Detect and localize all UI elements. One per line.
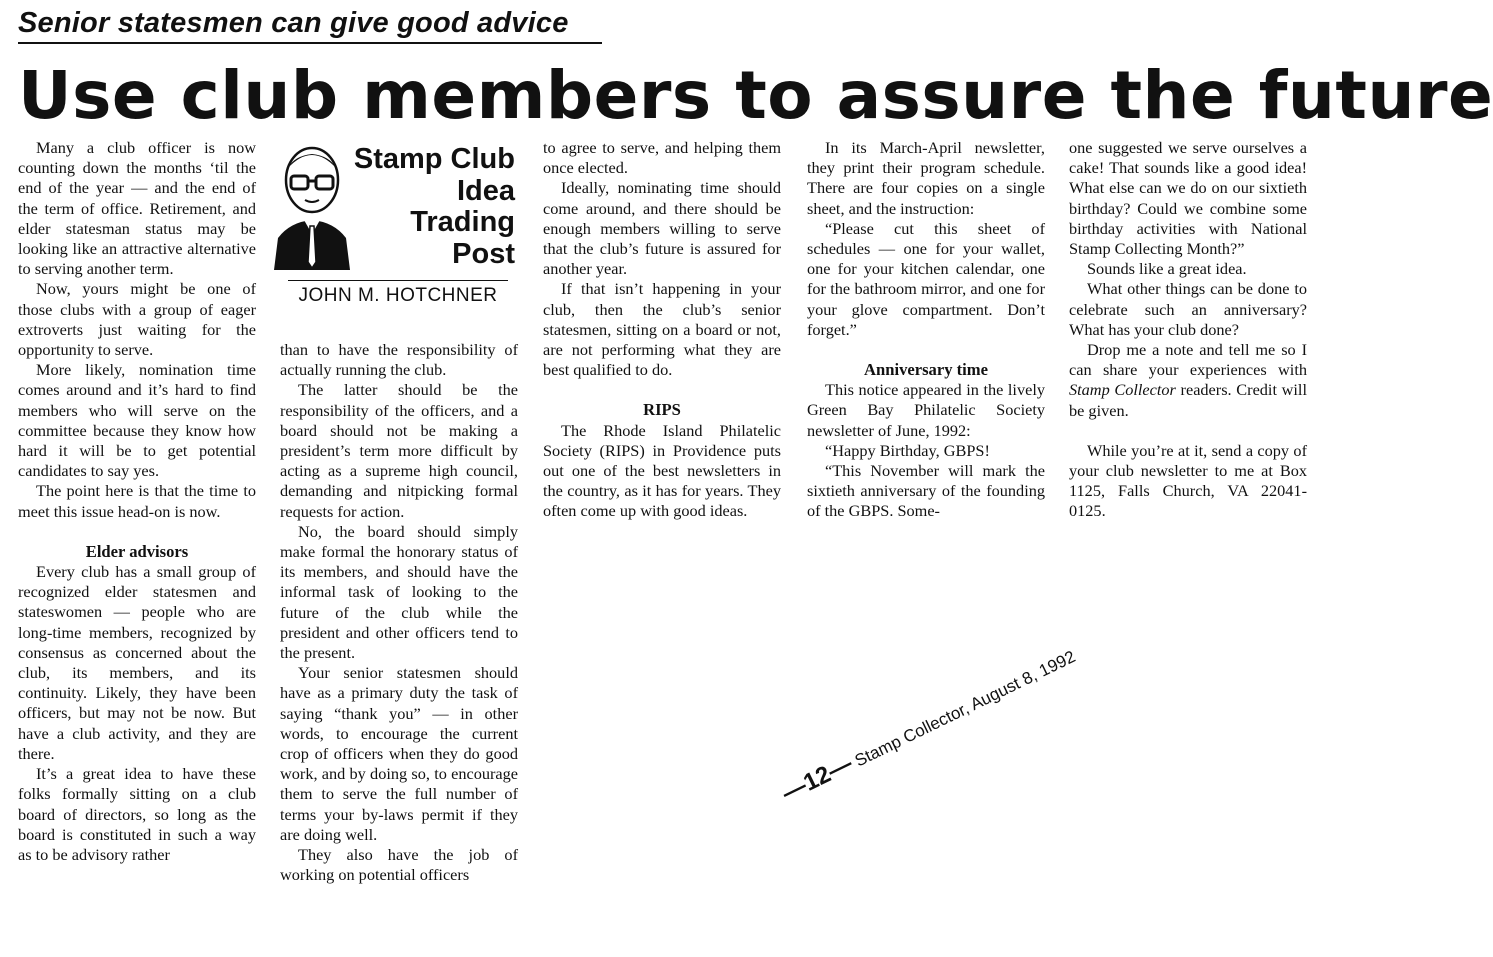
- article-column-2: [280, 340, 518, 885]
- paragraph: This notice appeared in the lively Green Bay Philatelic Society newsletter of June, 1992:: [807, 380, 1045, 440]
- paragraph: In its March-April newsletter, they print their program schedule. There are four copies on a single sheet, and the instruction:: [807, 138, 1045, 218]
- subheading-elder-advisors: Elder advisors: [85, 541, 189, 561]
- column-logo: [270, 140, 515, 308]
- subheading-anniversary-time: Anniversary time: [864, 360, 988, 380]
- publication-date: Stamp Collector, August 8, 1992: [851, 646, 1079, 771]
- paragraph-text: Drop me a note and tell me so I can share your experiences with: [1069, 340, 1307, 380]
- paragraph: Every club has a small group of recognized elder statesmen and stateswomen — people who are long-time members, recognized by consensus as concerned about the club, its members, and its continuity. Likely, they have been officers, but may not be now. But have a club activity, and they are there.: [18, 562, 256, 763]
- paragraph: It’s a great idea to have these folks formally sitting on a club board of directors, so long as the board is constituted in such a way as to be advisory rather: [18, 764, 256, 864]
- paragraph: What other things can be done to celebrate such an anniversary? What has your club done?: [1069, 279, 1307, 339]
- paragraph-text: readers. Credit will be given.: [1069, 380, 1307, 420]
- logo-title-line: Post: [452, 237, 515, 270]
- paragraph: “Happy Birthday, GBPS!: [825, 440, 990, 460]
- paragraph: to agree to serve, and helping them once elected.: [543, 138, 781, 178]
- paragraph: More likely, nomination time comes around and it’s hard to find members who will serve on the committee because they know how hard it will be to get potential candidates to say yes.: [18, 360, 256, 481]
- subheading-rips: RIPS: [643, 400, 681, 420]
- paragraph: No, the board should simply make formal the honorary status of its members, and should have the informal task of looking to the future of the club while the president and other officers tend to the present.: [280, 521, 518, 663]
- article-column-3: [543, 138, 781, 522]
- paragraph: Now, yours might be one of those clubs with a group of eager extroverts just waiting for the opportunity to serve.: [18, 279, 256, 360]
- paragraph: “This November will mark the sixtieth anniversary of the founding of the GBPS. Some-: [807, 461, 1045, 521]
- column-logo-title: [340, 144, 515, 270]
- paragraph: The Rhode Island Philatelic Society (RIPS) in Providence puts out one of the best newsletters in the country, as it has for years. They often come up with good ideas.: [543, 420, 781, 521]
- paragraph: Sounds like a great idea.: [1087, 259, 1247, 279]
- paragraph: “Please cut this sheet of schedules — one for your wallet, one for your kitchen calendar, one for the bathroom mirror, and one for your glove compartment. Don’t forget.”: [807, 218, 1045, 339]
- paragraph: The latter should be the responsibility of the officers, and a board should not be making a president’s term more difficult by acting as a supreme high council, demanding and nitpicking formal requests for action.: [280, 380, 518, 521]
- paragraph: They also have the job of working on potential officers: [280, 845, 518, 885]
- logo-title-line: Idea: [456, 174, 515, 207]
- publication-name: Stamp Collector: [1069, 380, 1176, 400]
- page-credit: [778, 642, 1080, 808]
- paragraph: If that isn’t happening in your club, then the club’s senior statesmen, sitting on a board or not, are not performing what they are best qualified to do.: [543, 279, 781, 380]
- paragraph: than to have the responsibility of actually running the club.: [280, 340, 518, 380]
- kicker-headline: Senior statesmen can give good advice: [18, 4, 602, 44]
- main-headline: Use club members to assure the future: [18, 57, 1493, 134]
- paragraph: Ideally, nominating time should come around, and there should be enough members willing to serve that the club’s future is assured for another year.: [543, 178, 781, 279]
- paragraph: While you’re at it, send a copy of your club newsletter to me at Box 1125, Falls Church, VA 22041-0125.: [1069, 440, 1307, 521]
- logo-title-line: Stamp Club: [353, 143, 515, 175]
- paragraph: Your senior statesmen should have as a primary duty the task of saying “thank you” — in other words, to encourage the current crop of officers when they do good work, and by doing so, to encourage them to serve the full number of terms your by-laws permit if they are doing well.: [280, 663, 518, 844]
- page-number: —12—: [777, 750, 857, 808]
- article-column-4: [807, 138, 1045, 522]
- paragraph: one suggested we serve ourselves a cake! That sounds like a good idea! What else can we do on our sixtieth birthday? Could we combine some birthday activities with National Stamp Collecting Month?”: [1069, 138, 1307, 259]
- article-column-1: [18, 138, 256, 865]
- paragraph: [1069, 340, 1307, 421]
- paragraph: Many a club officer is now counting down the months ‘til the end of the year — and the end of the term of office. Retirement, and elder statesman status may be looking like an attractive alternative to serving another term.: [18, 138, 256, 279]
- logo-title-line: Trading: [410, 206, 515, 238]
- paragraph: The point here is that the time to meet this issue head-on is now.: [18, 481, 256, 521]
- article-column-5: [1069, 138, 1307, 522]
- column-author: JOHN M. HOTCHNER: [288, 280, 508, 307]
